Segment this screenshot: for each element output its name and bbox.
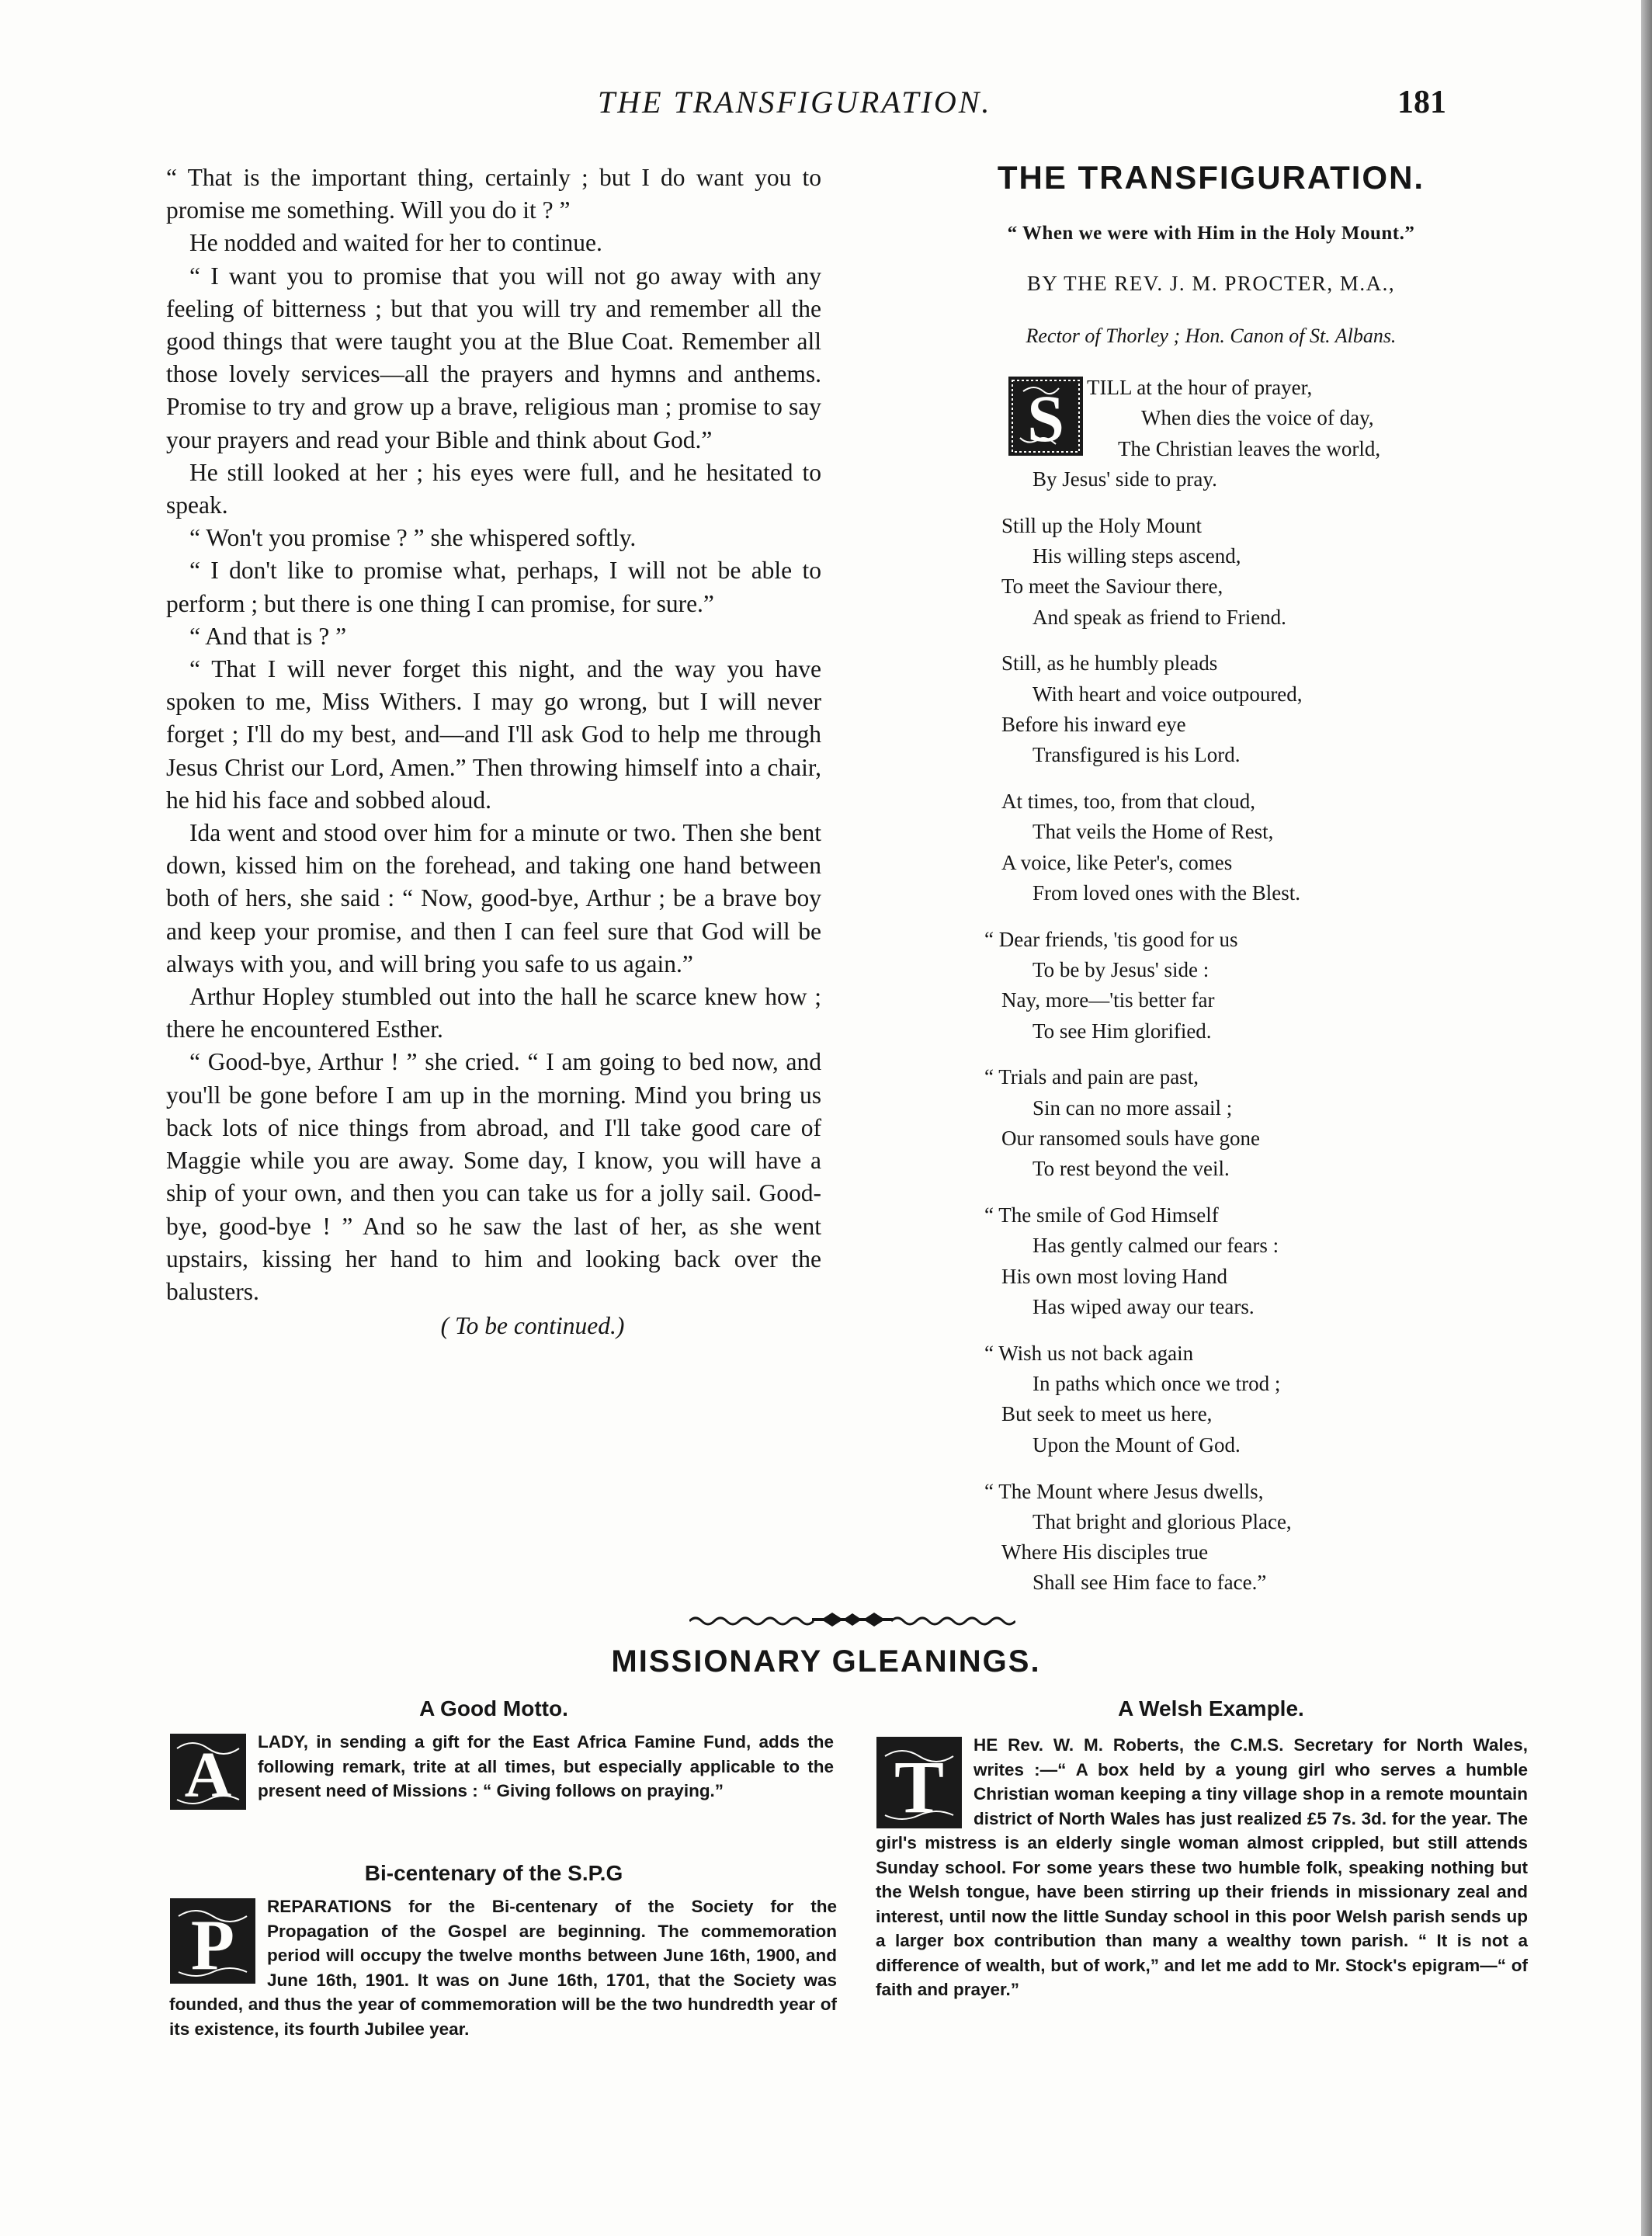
welsh-notice <box>876 1733 1528 2002</box>
poem-line: “ The smile of God Himself <box>984 1203 1219 1227</box>
spg-notice <box>169 1894 837 2041</box>
poem-line: When dies the voice of day, <box>1141 406 1374 430</box>
good-motto-heading: A Good Motto. <box>419 1696 568 1720</box>
poem-title: THE TRANSFIGURATION. <box>997 159 1425 196</box>
poem-line: Transfigured is his Lord. <box>1032 743 1241 767</box>
poem-stanza <box>984 925 1560 1047</box>
drop-cap-letter: T <box>894 1745 945 1828</box>
gleanings-title: MISSIONARY GLEANINGS. <box>611 1644 1041 1679</box>
story-paragraph: “ Good-bye, Arthur ! ” she cried. “ I am going to bed now, and you'll be gone before I am up in the morning. Mind you bring us back lots of nice things from abroad, and I'll take good care of Maggie while you are away. Some day, I know, you will have a ship of your own, and then you can take us for a jolly sail. Good-bye, good-bye ! ” And so he saw the last of her, as she went upstairs, kissing her hand to him and looking back over the balusters. <box>166 1048 821 1305</box>
poem-stanza <box>1001 648 1560 770</box>
poem-line: Where His disciples true <box>1001 1540 1209 1564</box>
poem-line: With heart and voice outpoured, <box>1032 682 1303 706</box>
poem-line: By Jesus' side to pray. <box>1032 467 1217 491</box>
poem-line: But seek to meet us here, <box>1001 1402 1213 1426</box>
drop-cap-letter: S <box>1027 381 1064 456</box>
poem-epigraph: “ When we were with Him in the Holy Mount.” <box>1007 223 1415 244</box>
poem-line: A voice, like Peter's, comes <box>1001 850 1233 874</box>
spg-text: REPARATIONS for the Bi-centenary of the Society for the Propagation of the Gospel are beginning. The commemoration period will occupy the twelve months between June 16th, 1900, and June 16th, 1901. It was on June 16th, 1701, that the Society was founded, and thus the year of commemoration will be the two hundredth year of its existence, its fourth Jubilee year. <box>169 1897 837 2039</box>
poem-line: “ Wish us not back again <box>984 1341 1194 1365</box>
poem-line: The Christian leaves the world, <box>1118 436 1381 460</box>
story-paragraph: He nodded and waited for her to continue. <box>189 229 602 257</box>
poem-line: His willing steps ascend, <box>1032 543 1241 568</box>
story-paragraph: He still looked at her ; his eyes were full, and he hesitated to speak. <box>166 458 821 519</box>
page-edge-shadow <box>1641 0 1652 2236</box>
poem-line: Shall see Him face to face.” <box>1032 1571 1267 1595</box>
drop-cap-letter: P <box>190 1905 235 1984</box>
poem-stanza <box>984 1477 1560 1599</box>
poem-stanza <box>984 1338 1560 1460</box>
good-motto-text: LADY, in sending a gift for the East Africa Famine Fund, adds the following remark, trite at all times, but especially applicable to the present need of Missions : “ Giving follows on praying.” <box>258 1732 834 1800</box>
poem-line: “ Trials and pain are past, <box>984 1065 1199 1089</box>
poem-line: From loved ones with the Blest. <box>1032 880 1300 904</box>
poem-line: That veils the Home of Rest, <box>1032 820 1274 844</box>
story-paragraph: “ I don't like to promise what, perhaps, I will not be able to perform ; but there is one thing I can promise, for sure.” <box>166 557 821 617</box>
poem-line: That bright and glorious Place, <box>1032 1509 1292 1533</box>
poem-line: To meet the Saviour there, <box>1001 575 1223 599</box>
poem-line: “ Dear friends, 'tis good for us <box>984 927 1238 951</box>
poem-line: TILL at the hour of prayer, <box>1087 376 1313 399</box>
poem-line: Nay, more—'tis better far <box>1001 988 1215 1012</box>
poem-line: Has wiped away our tears. <box>1032 1295 1255 1319</box>
poem-line: Still up the Holy Mount <box>1001 513 1203 537</box>
ornament-divider-icon <box>689 1610 1015 1629</box>
to-be-continued: ( To be continued.) <box>440 1312 625 1340</box>
spg-heading: Bi-centenary of the S.P.G <box>364 1861 623 1885</box>
poem-line: To see Him glorified. <box>1032 1019 1212 1043</box>
poem-stanza <box>1001 373 1560 495</box>
poem-line: Before his inward eye <box>1001 712 1186 736</box>
poem-stanza <box>1001 786 1560 908</box>
story-column <box>166 161 821 1342</box>
poem-line: Still, as he humbly pleads <box>1001 651 1218 675</box>
poem-line: Has gently calmed our fears : <box>1032 1234 1279 1258</box>
poem-line: To be by Jesus' side : <box>1032 958 1210 982</box>
poem-line: “ The Mount where Jesus dwells, <box>984 1479 1264 1503</box>
poem-stanza <box>984 1062 1560 1184</box>
drop-cap-letter: A <box>184 1739 232 1811</box>
story-paragraph: Ida went and stood over him for a minute or two. Then she bent down, kissed him on the forehead, and taking one hand between both of hers, she said : “ Now, good-bye, Arthur ; be a brave boy and keep your promise, and then I can feel sure that God will be always with you, and will bring you safe to us again.” <box>166 819 821 977</box>
poem-line: In paths which once we trod ; <box>1032 1372 1281 1396</box>
welsh-heading: A Welsh Example. <box>1118 1696 1304 1720</box>
poem-body <box>984 373 1560 1614</box>
story-paragraph: “ Won't you promise ? ” she whispered softly. <box>189 524 637 552</box>
poem-line: Our ransomed souls have gone <box>1001 1127 1260 1151</box>
page-number: 181 <box>1397 85 1446 120</box>
poem-line: His own most loving Hand <box>1001 1264 1228 1288</box>
drop-cap-p-icon <box>169 1897 256 1984</box>
story-paragraph: “ I want you to promise that you will not go away with any feeling of bitterness ; but that you will try and remember all the good things that were taught you at the Blue Coat. Remember all those lovely services—all the prayers and hymns and anthems. Promise to try and grow up a brave, religious man ; promise to say your prayers and read your Bible and think about God.” <box>166 262 821 453</box>
poem-stanza <box>1001 511 1560 633</box>
poem-author-title: Rector of Thorley ; Hon. Canon of St. Albans. <box>1026 325 1397 347</box>
good-motto-notice <box>169 1730 834 1811</box>
running-title: THE TRANSFIGURATION. <box>598 85 992 120</box>
story-paragraph: Arthur Hopley stumbled out into the hall he scarce knew how ; there he encountered Esther. <box>166 983 821 1043</box>
story-paragraph: “ That is the important thing, certainly ; but I do want you to promise me something. Will you do it ? ” <box>166 164 821 224</box>
drop-cap-t-icon <box>876 1736 963 1829</box>
poem-line: At times, too, from that cloud, <box>1001 790 1255 814</box>
drop-cap-a-icon <box>169 1733 247 1811</box>
poem-stanza <box>984 1200 1560 1322</box>
story-paragraph: “ That I will never forget this night, and the way you have spoken to me, Miss Withers. I may go wrong, but I will never forget ; I'll do my best, and—and I'll ask God to help me through Jesus Christ our Lord, Amen.” Then throwing himself into a chair, he hid his face and sobbed aloud. <box>166 655 821 814</box>
poem-author: BY THE REV. J. M. PROCTER, M.A., <box>1026 272 1396 295</box>
poem-line: Sin can no more assail ; <box>1032 1095 1233 1120</box>
poem-line: And speak as friend to Friend. <box>1032 605 1286 629</box>
story-paragraph: “ And that is ? ” <box>189 622 347 650</box>
welsh-text: HE Rev. W. M. Roberts, the C.M.S. Secretary for North Wales, writes :—“ A box held by a young girl who serves a humble Christian woman keeping a tiny village shop in a remote mountain district of North Wales has just realized £5 7s. 3d. for the year. The girl's mistress is an elderly single woman almost crippled, but still attends Sunday school. For some years these two humble folk, speaking nothing but the Welsh tongue, have been stirring up their friends in missionary zeal and interest, until now the little Sunday school in this poor Welsh parish sends up a larger box contribution than many a wealthy town parish. “ It is not a difference of wealth, but of work,” and let me add to Mr. Stock's epigram—“ of faith and prayer.” <box>876 1735 1528 1999</box>
poem-line: Upon the Mount of God. <box>1032 1432 1241 1457</box>
poem-line: To rest beyond the veil. <box>1032 1157 1230 1181</box>
